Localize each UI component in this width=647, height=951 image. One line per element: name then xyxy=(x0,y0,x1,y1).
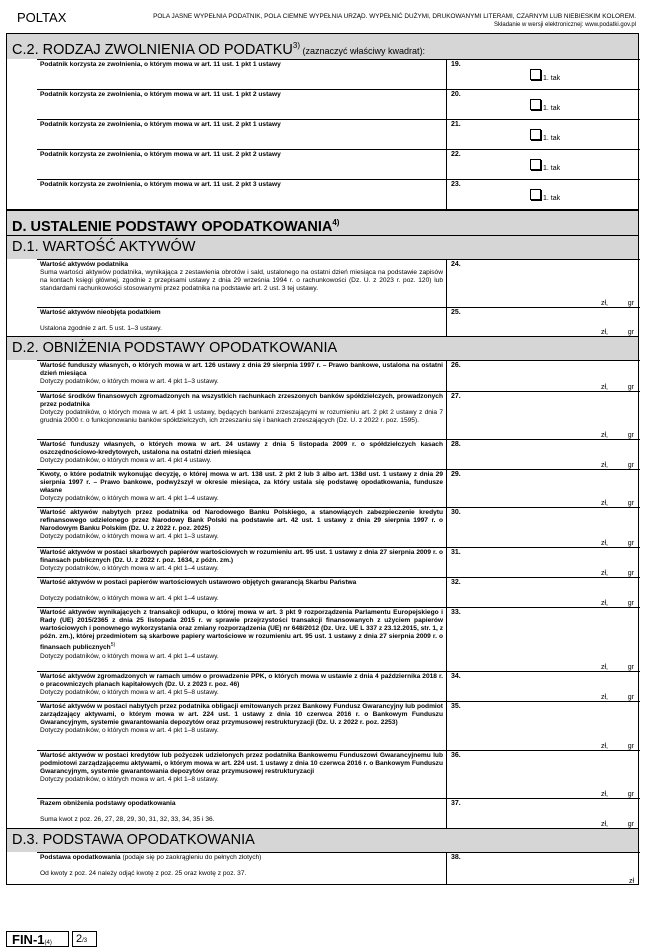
field-37: Razem obniżenia podstawy opodatkowania Suma kwot z poz. 26, 27, 28, 29, 30, 31, 32, 33, 34, 35 i 36. 37. zł, gr xyxy=(37,798,640,828)
field-38: Podstawa opodatkowania (podaje się po zaokrągleniu do pełnych złotych) Od kwoty z poz. 24 należy odjąć kwotę z poz. 25 oraz kwotę z poz. 37. 38. zł xyxy=(37,852,640,885)
field-22: Podatnik korzysta ze zwolnienia, o którym mowa w art. 11 ust. 2 pkt 2 ustawy 22. 1. tak xyxy=(37,149,640,179)
field-23: Podatnik korzysta ze zwolnienia, o którym mowa w art. 11 ust. 2 pkt 3 ustawy 23. 1. tak xyxy=(37,179,640,209)
field-26: Wartość funduszy własnych, o których mowa w art. 126 ustawy z dnia 29 sierpnia 1997 r. – Prawo bankowe, ustalona na ostatni dzień miesiąca Dotyczy podatników, o których mowa w art. 4 pkt 1–3 ustawy. 26. zł, gr xyxy=(37,360,640,391)
page-number: 2/3 xyxy=(72,931,97,947)
field-35: Wartość aktywów w postaci nabytych przez podatnika obligacji emitowanych przez Bankowy Fundusz Gwarancyjny lub podmiot zarządzający aktywami, o którym mowa w art. 224 ust. 1 ustawy z dnia 10 czerwca 2016 r. o Bankowym Funduszu Gwarancyjnym, systemie gwarantowania depozytów oraz przymusowej restrukturyzacji (Dz. U. z 2022 r. poz. 2253) Dotyczy podatników, o których mowa w art. 4 pkt 1–8 ustawy. 35. zł, gr xyxy=(37,701,640,750)
form-body xyxy=(6,33,639,885)
field-31: Wartość aktywów w postaci skarbowych papierów wartościowych w rozumieniu art. 95 ust. 1 ustawy z dnia 27 sierpnia 2009 r. o finansach publicznych (Dz. U. z 2022 r. poz. 1634, z późn. zm.) Dotyczy podatników, o których mowa w art. 4 pkt 1–4 ustawy. 31. zł, gr xyxy=(37,547,640,577)
section-d-header: D. USTALENIE PODSTAWY OPODATKOWANIA$^{4)}$ xyxy=(7,209,638,235)
fill-instruction: POLA JASNE WYPEŁNIA PODATNIK, POLA CIEMNE WYPEŁNIA URZĄD. WYPEŁNIĆ DUŻYMI, DRUKOWANYMI LITERAMI, CZARNYM LUB NIEBIESKIM KOLOREM. xyxy=(153,13,636,20)
field-36: Wartość aktywów w postaci kredytów lub pożyczek udzielonych przez podatnika Bankowemu Funduszowi Gwarancyjnemu lub podmiotowi zarządzającemu aktywami, o którym mowa w art. 224 ust. 1 ustawy z dnia 10 czerwca 2016 r. o Bankowym Funduszu Gwarancyjnym, systemie gwarantowania depozytów oraz przymusowej restrukturyzacji Dotyczy podatników, o których mowa w art. 4 pkt 1–8 ustawy. 36. zł, gr xyxy=(37,750,640,798)
field-20: Podatnik korzysta ze zwolnienia, o którym mowa w art. 11 ust. 1 pkt 2 ustawy 20. 1. tak xyxy=(37,89,640,119)
checkbox-22[interactable] xyxy=(530,159,541,170)
field-25: Wartość aktywów nieobjęta podatkiem Ustalona zgodnie z art. 5 ust. 1–3 ustawy. 25. zł, gr xyxy=(37,307,640,336)
electronic-filing-note: Składanie w wersji elektronicznej: www.podatki.gov.pl xyxy=(494,22,636,28)
field-33: Wartość aktywów wynikających z transakcji odkupu, o której mowa w art. 3 pkt 9 rozporządzenia Parlamentu Europejskiego i Rady (UE) 2015/2365 z dnia 25 listopada 2015 r. w sprawie przejrzystości transakcji finansowanych z użyciem papierów wartościowych i ponownego wykorzystania oraz zmiany rozporządzenia (UE) nr 648/2012 (Dz. Urz. UE L 337 z 23.12.2015, str. 1, z późn. zm.), której przedmiotem są skarbowe papiery wartościowe w rozumieniu art. 95 ust. 1 ustawy z dnia 27 sierpnia 2009 r. o finansach publicznych$^{5)}$ Dotyczy podatników, o których mowa w art. 4 pkt 1–4 ustawy. 33. zł, gr xyxy=(37,607,640,671)
field-28: Wartość funduszy własnych, o których mowa w art. 24 ustawy z dnia 5 listopada 2009 r. o spółdzielczych kasach oszczędnościowo-kredytowych, ustalona na ostatni dzień miesiąca Dotyczy podatników, o których mowa w art. 4 pkt 4 ustawy. 28. zł, gr xyxy=(37,439,640,469)
checkbox-20[interactable] xyxy=(530,99,541,110)
page-footer xyxy=(6,931,96,947)
field-24: Wartość aktywów podatnika Suma wartości aktywów podatnika, wynikająca z zestawienia obrotów i sald, ustalonego na ostatni dzień miesiąca na podstawie zapisów na kontach księgi głównej, zgodnie z przepisami ustawy z dnia 29 września 1994 r. o rachunkowości (Dz. U. z 2023 r. poz. 120) lub standardami rachunkowości stosowanymi przez podatnika na podstawie art. 2 ust. 3 tej ustawy. 24. zł, gr xyxy=(37,259,640,307)
field-34: Wartość aktywów zgromadzonych w ramach umów o prowadzenie PPK, o których mowa w ustawie z dnia 4 października 2018 r. o pracowniczych planach kapitałowych (Dz. U. z 2023 r. poz. 46) Dotyczy podatników, o których mowa w art. 4 pkt 5–8 ustawy. 34. zł, gr xyxy=(37,671,640,701)
checkbox-23[interactable] xyxy=(530,189,541,200)
field-29: Kwoty, o które podatnik wykonując decyzję, o której mowa w art. 138 ust. 2 pkt 2 lub 3 albo art. 138d ust. 1 ustawy z dnia 29 sierpnia 1997 r. – Prawo bankowe, podwyższył w okresie miesiąca, za który ustala się podstawę opodatkowania, fundusze własne Dotyczy podatników, o których mowa w art. 4 pkt 1–4 ustawy. 29. zł, gr xyxy=(37,469,640,507)
brand-logo: POLTAX xyxy=(17,10,67,25)
checkbox-21[interactable] xyxy=(530,129,541,140)
field-32: Wartość aktywów w postaci papierów wartościowych ustawowo objętych gwarancją Skarbu Państwa Dotyczy podatników, o których mowa w art. 4 pkt 1–4 ustawy. 32. zł, gr xyxy=(37,577,640,607)
checkbox-19[interactable] xyxy=(530,69,541,80)
form-code: FIN-1(4) xyxy=(6,931,69,947)
section-title: C.2. RODZAJ ZWOLNIENIA OD PODATKU xyxy=(12,41,293,58)
section-d2-header: D.2. OBNIŻENIA PODSTAWY OPODATKOWANIA xyxy=(7,336,638,360)
field-21: Podatnik korzysta ze zwolnienia, o którym mowa w art. 11 ust. 2 pkt 1 ustawy 21. 1. tak xyxy=(37,119,640,149)
section-note: (zaznaczyć właściwy kwadrat): xyxy=(300,45,426,56)
section-c2-header: C.2. RODZAJ ZWOLNIENIA OD PODATKU$^{3)}$ (zaznaczyć właściwy kwadrat): xyxy=(7,34,638,59)
field-19: Podatnik korzysta ze zwolnienia, o którym mowa w art. 11 ust. 1 pkt 1 ustawy 19. 1. tak xyxy=(37,59,640,89)
section-d3-header: D.3. PODSTAWA OPODATKOWANIA xyxy=(7,828,638,852)
section-d1-header: D.1. WARTOŚĆ AKTYWÓW xyxy=(7,235,638,259)
field-30: Wartość aktywów nabytych przez podatnika od Narodowego Banku Polskiego, a stanowiących zabezpieczenie kredytu refinansowego udzielonego przez Narodowy Bank Polski na podstawie art. 42 ust. 1 ustawy z dnia 29 sierpnia 1997 r. o Narodowym Banku Polskim (Dz. U. z 2022 r. poz. 2025) Dotyczy podatników, o których mowa w art. 4 pkt 1–3 ustawy. 30. zł, gr xyxy=(37,507,640,547)
field-27: Wartość środków finansowych zgromadzonych na wszystkich rachunkach zrzeszonych banków spółdzielczych, prowadzonych przez podatnika Dotyczy podatników, o których mowa w art. 4 pkt 1 ustawy, będących bankami zrzeszającymi w rozumieniu art. 2 pkt 2 ustawy z dnia 7 grudnia 2000 r. o funkcjonowaniu banków spółdzielczych, ich zrzeszaniu się i bankach zrzeszających (Dz. U. z 2022 r. poz. 1595). 27. zł, gr xyxy=(37,391,640,439)
